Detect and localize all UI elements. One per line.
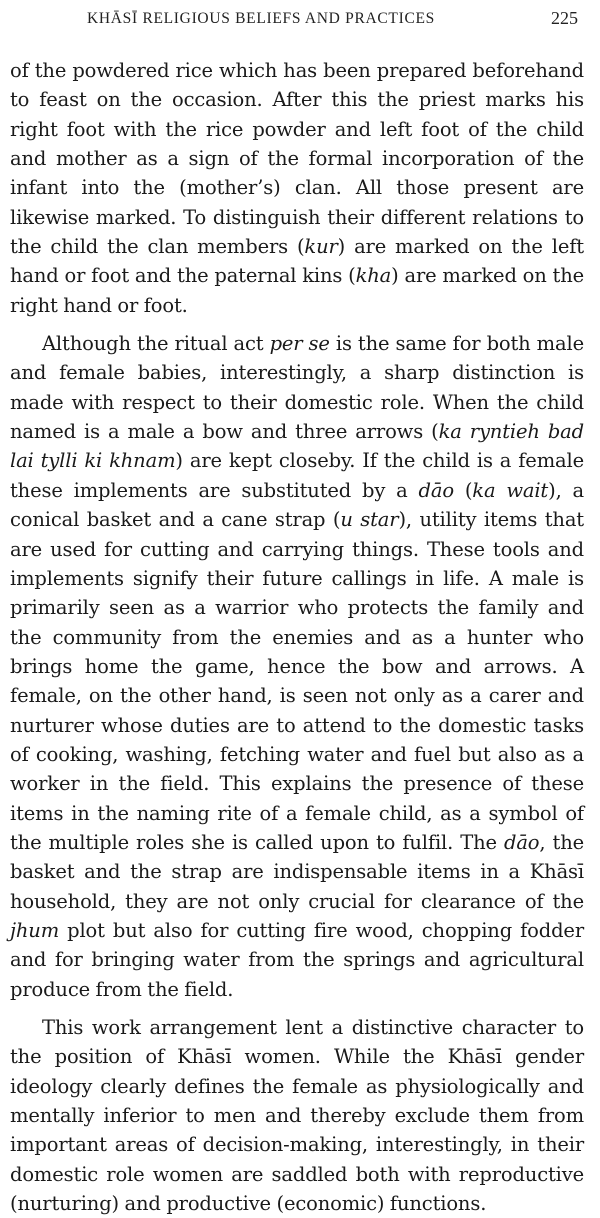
- text-run: (: [453, 478, 473, 502]
- italic-term: u star: [340, 508, 399, 532]
- italic-term: jhum: [10, 918, 60, 942]
- paragraph-3: [10, 1013, 584, 1218]
- text-run: is the same for both male and female babies, interestingly, a sharp distinction is made with respect to their domestic role. When the child named is a male a bow and three arrows (: [10, 332, 584, 444]
- text-run: Although the ritual act: [42, 332, 270, 356]
- running-head-title: KHĀSĪ RELIGIOUS BELIEFS AND PRACTICES: [87, 10, 435, 27]
- text-run: ), utility items that are used for cutting and carrying things. These tools and implements signify their future callings in life. A male is primarily seen as a warrior who protects the family and the community from the enemies and as a hunter who brings home the game, hence the bow and arrows. A female, on the other hand, is seen not only as a carer and nurturer whose duties are to attend to the domestic tasks of cooking, washing, fetching water and fuel but also as a worker in the field. This explains the presence of these items in the naming rite of a female child, as a symbol of the multiple roles she is called upon to fulfil. The: [10, 508, 584, 854]
- text-run: This work arrangement lent a distinctive character to the position of Khāsī women. While the Khāsī gender ideology clearly defines the female as physiologically and mentally inferior to men and thereby exclude them from important areas of decision-making, interestingly, in their domestic role women are saddled both with reproductive (nurturing) and productive (economic) functions.: [10, 1016, 584, 1216]
- text-run: ), a conical basket and a cane strap (: [10, 478, 585, 532]
- italic-term: kha: [355, 264, 392, 288]
- italic-term: per se: [269, 332, 330, 356]
- text-run: ) are marked on the right hand or foot.: [10, 264, 584, 317]
- paragraph-2: [10, 329, 584, 1004]
- italic-term: ka ryntieh bad lai tylli ki khnam: [10, 420, 584, 473]
- text-run: ) are marked on the left hand or foot and the paternal kins (: [10, 235, 584, 288]
- text-run: ) are kept closeby. If the child is a female these implements are substituted by a: [10, 449, 584, 502]
- paragraph-1: [10, 56, 584, 320]
- body-text: [10, 56, 584, 1218]
- page-number: 225: [551, 8, 578, 28]
- italic-term: dāo: [503, 830, 540, 854]
- italic-term: dāo: [418, 478, 454, 502]
- italic-term: ka wait: [472, 478, 549, 502]
- text-run: of the powdered rice which has been prepared beforehand to feast on the occasion. After this the priest marks his right foot with the rice powder and left foot of the child and mother as a sign of the formal incorporation of the infant into the (mother’s) clan. All those present are likewise marked. To distinguish their different relations to the child the clan members (: [10, 59, 584, 259]
- text-run: , the basket and the strap are indispensable items in a Khāsī household, they are not only crucial for clearance of the: [10, 830, 584, 913]
- text-run: plot but also for cutting fire wood, chopping fodder and for bringing water from the springs and agricultural produce from the field.: [10, 918, 584, 1001]
- running-head: [10, 0, 584, 36]
- italic-term: kur: [304, 235, 338, 259]
